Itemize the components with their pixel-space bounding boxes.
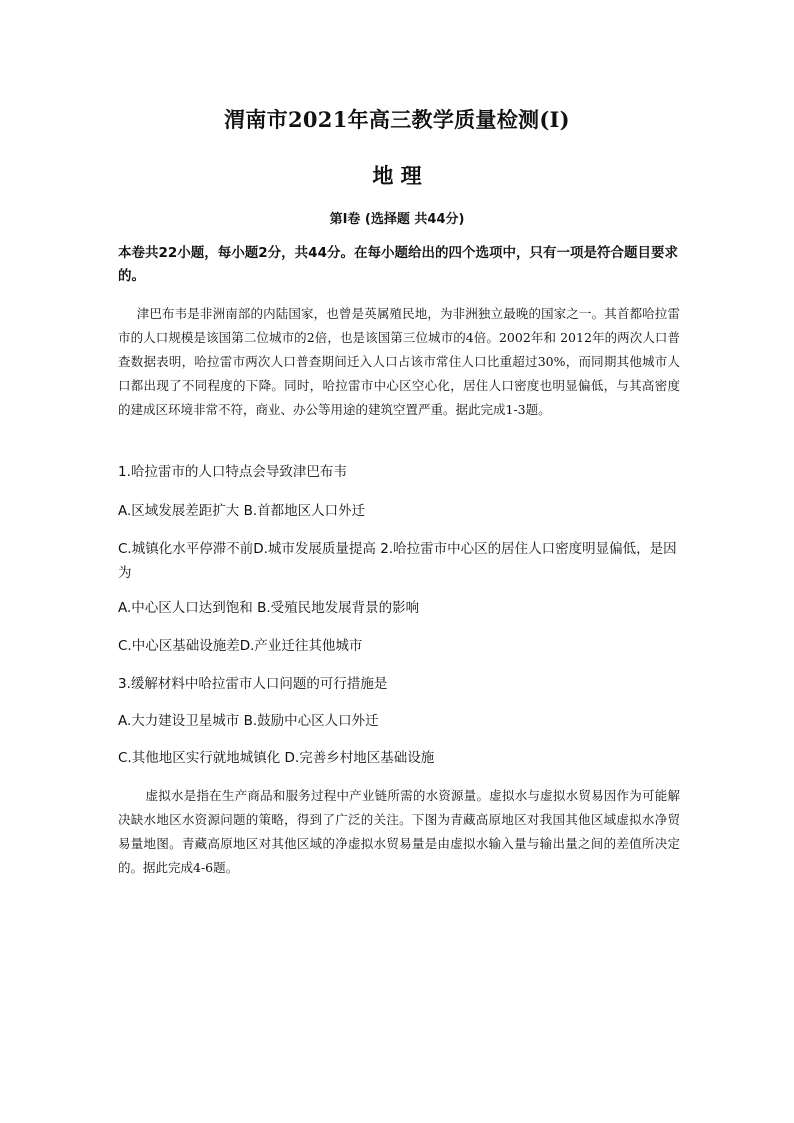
- question-2-options-ab: A.中心区人口达到饱和 B.受殖民地发展背景的影响: [118, 600, 420, 616]
- reading-passage-2: 虚拟水是指在生产商品和服务过程中产业链所需的水资源量。虚拟水与虚拟水贸易因作为可能解决缺水地区水资源问题的策略，得到了广泛的关注。下图为青藏高原地区对我国其他区域虚拟水净贸易量地图。青藏高原地区对其他区域的净虚拟水贸易量是由虚拟水输入量与输出量之间的差值所决定的。据此完成4-6题。: [118, 788, 680, 875]
- question-3-options-cd: C.其他地区实行就地城镇化 D.完善乡村地区基础设施: [118, 750, 435, 766]
- question-1-options-ab: A.区域发展差距扩大 B.首都地区人口外迁: [118, 503, 366, 519]
- question-3-options-ab: A.大力建设卫星城市 B.鼓励中心区人口外迁: [118, 713, 379, 729]
- question-3-stem: 3.缓解材料中哈拉雷市人口问题的可行措施是: [118, 676, 388, 692]
- subject-title: 地 理: [372, 163, 422, 188]
- instructions: 本卷共22小题，每小题2分，共44分。在每小题给出的四个选项中，只有一项是符合题目要求的。: [118, 245, 678, 284]
- question-2-options-cd: C.中心区基础设施差D.产业迁往其他城市: [118, 638, 363, 654]
- question-1-options-cd-question-2-stem: C.城镇化水平停滞不前D.城市发展质量提高 2.哈拉雷市中心区的居住人口密度明显偏低，是因为: [118, 541, 677, 581]
- exam-title: 渭南市2021年高三教学质量检测(Ⅰ): [224, 107, 570, 132]
- question-1-stem: 1.哈拉雷市的人口特点会导致津巴布韦: [118, 464, 347, 480]
- section-heading: 第Ⅰ卷 (选择题 共44分): [329, 212, 465, 227]
- reading-passage-1: 津巴布韦是非洲南部的内陆国家，也曾是英属殖民地，为非洲独立最晚的国家之一。其首都哈拉雷市的人口规模是该国第二位城市的2倍，也是该国第三位城市的4倍。2002年和 2012年的两次人口普查数据表明，哈拉雷市两次人口普查期间迁入人口占该市常住人口比重超过30%，而同期其他城市人口都出现了不同程度的下降。同时，哈拉雷市中心区空心化，居住人口密度也明显偏低，与其高密度的建成区环境非常不符，商业、办公等用途的建筑空置严重。据此完成1-3题。: [118, 306, 680, 417]
